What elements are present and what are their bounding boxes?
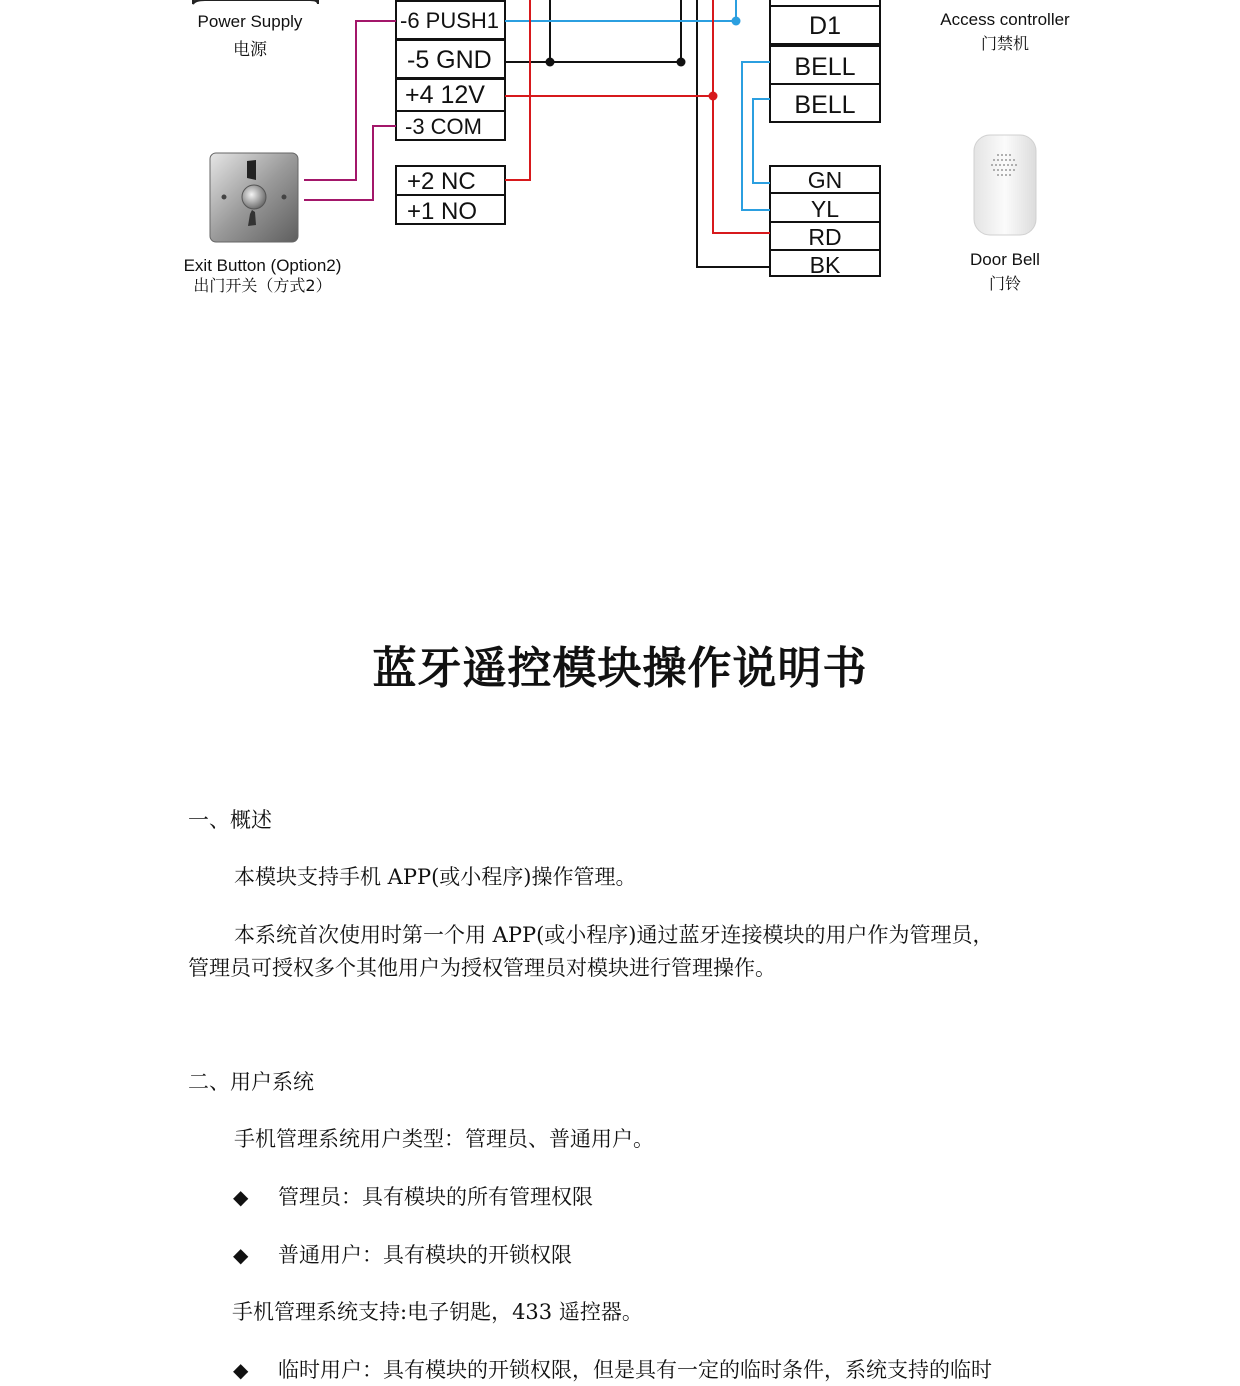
power-supply-device: [193, 0, 318, 4]
exit-button-label: [160, 256, 365, 296]
exit-button-label-cn: 出门开关（方式2）: [193, 276, 332, 295]
wire-blue-bell2: [753, 99, 770, 183]
terminal-label: BELL: [794, 91, 856, 119]
list-item: 临时用户：具有模块的开锁权限，但是具有一定的临时条件，系统支持的临时: [278, 1358, 992, 1382]
section-heading: 二、用户系统: [188, 1070, 314, 1094]
terminal-label: +4 12V: [405, 81, 485, 109]
access-controller-label-en: Access controller: [940, 10, 1070, 29]
door-bell-label: [940, 250, 1070, 294]
wire-red-1: [505, 0, 530, 180]
paragraph: 手机管理系统支持:电子钥匙，433 遥控器。: [232, 1300, 643, 1324]
list-item: 管理员：具有模块的所有管理权限: [278, 1185, 593, 1209]
terminal-label: BK: [809, 252, 841, 278]
terminal-label: +2 NC: [407, 168, 476, 195]
exit-button-label-en: Exit Button (Option2): [183, 256, 342, 275]
list-item: 普通用户：具有模块的开锁权限: [278, 1243, 572, 1267]
door-bell-device: [974, 135, 1036, 235]
bullet-icon: ◆: [233, 1243, 249, 1267]
wire-exit-com: [304, 126, 396, 200]
document-title: 蓝牙遥控模块操作说明书: [372, 643, 868, 694]
terminal-label: BELL: [794, 53, 856, 81]
terminal-label: RD: [808, 224, 842, 250]
paragraph: 手机管理系统用户类型：管理员、普通用户。: [234, 1127, 654, 1151]
terminal-label: -6 PUSH1: [400, 8, 500, 33]
access-controller-label: [920, 10, 1090, 54]
access-controller-label-cn: 门禁机: [980, 34, 1029, 53]
wire-black-bk: [697, 0, 770, 267]
paragraph: 本模块支持手机 APP(或小程序)操作管理。: [234, 865, 637, 889]
terminal-label: YL: [810, 196, 840, 222]
paragraph: 本系统首次使用时第一个用 APP(或小程序)通过蓝牙连接模块的用户作为管理员，: [234, 923, 994, 947]
section-heading: 一、概述: [188, 808, 272, 832]
terminal-label: D1: [809, 12, 841, 40]
terminal-label: -5 GND: [407, 46, 492, 74]
exit-button-device: [210, 153, 298, 242]
terminal-label: -3 COM: [405, 114, 482, 139]
junction-dots: [546, 17, 741, 101]
terminal-label: GN: [807, 167, 843, 193]
bullet-icon: ◆: [233, 1358, 249, 1382]
power-supply-label-cn: 电源: [233, 40, 267, 60]
terminal-label: +1 NO: [407, 198, 478, 225]
power-supply-label: [180, 12, 320, 60]
power-supply-label-en: Power Supply: [197, 12, 303, 31]
door-bell-label-cn: 门铃: [988, 274, 1021, 293]
wire-blue-bell: [742, 62, 770, 210]
bullet-icon: ◆: [233, 1185, 249, 1209]
door-bell-label-en: Door Bell: [970, 250, 1040, 269]
paragraph: 管理员可授权多个其他用户为授权管理员对模块进行管理操作。: [188, 956, 776, 980]
